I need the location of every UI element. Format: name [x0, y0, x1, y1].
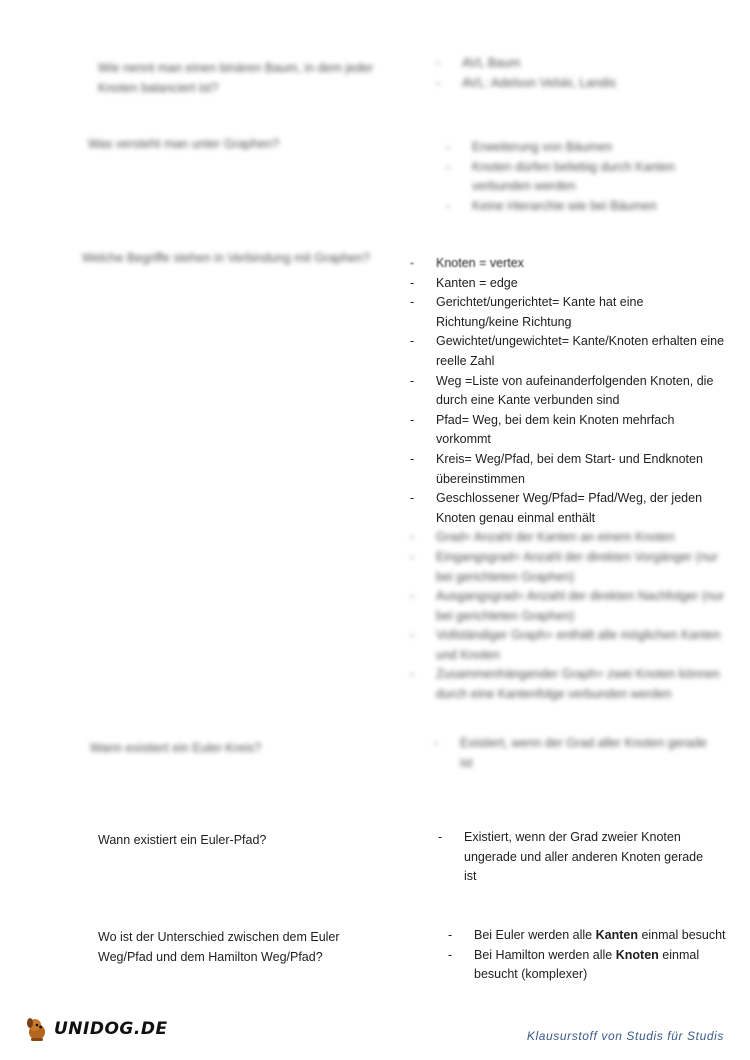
answer-item: - Gewichtet/ungewichtet= Kante/Knoten erhalten eine reelle Zahl: [410, 332, 728, 371]
answer-item: - Erweiterung von Bäumen: [446, 138, 706, 158]
question-begriffe: Welche Begriffe stehen in Verbindung mit Graphen?: [82, 251, 370, 265]
answer-bold-term: Knoten: [615, 947, 659, 962]
answer-item: - Gerichtet/ungerichtet= Kante hat eine Richtung/keine Richtung: [410, 293, 728, 332]
answer-text: Bei Hamilton werden alle: [474, 947, 616, 962]
answer-item: - Vollständiger Graph= enthält alle möglichen Kanten und Knoten: [410, 626, 728, 665]
answer-item: - Knoten dürfen beliebig durch Kanten verbunden werden: [446, 158, 706, 197]
answer-item: [448, 926, 730, 946]
answer-item: - Keine Hierarchie wie bei Bäumen: [446, 197, 706, 217]
answer-list-graphen: [446, 138, 706, 216]
answer-item: - Eingangsgrad= Anzahl der direkten Vorgänger (nur bei gerichteten Graphen): [410, 548, 728, 587]
answer-item: [448, 946, 730, 985]
answer-item: - Ausgangsgrad= Anzahl der direkten Nachfolger (nur bei gerichteten Graphen): [410, 587, 728, 626]
answer-item: - AVL: Adelson Velski, Landis: [436, 74, 726, 94]
answer-list-euler-kreis: [434, 734, 720, 773]
answer-text: einmal besucht: [637, 928, 726, 942]
answer-item: - Geschlossener Weg/Pfad= Pfad/Weg, der jeden Knoten genau einmal enthält: [410, 489, 728, 528]
answer-item: - Knoten = vertex: [410, 254, 728, 274]
answer-item: - Grad= Anzahl der Kanten an einem Knoten: [410, 528, 728, 548]
answer-list-avl: [436, 54, 726, 93]
footer-tagline: Klausurstoff von Studis für Studis: [526, 1029, 724, 1043]
unidog-logo[interactable]: [22, 1014, 168, 1044]
answer-list-begriffe: [410, 254, 728, 705]
question-avl: Wie nennt man einen binären Baum, in dem jeder Knoten balanciert ist?: [98, 61, 374, 95]
question-euler-kreis: Wann existiert ein Euler-Kreis?: [90, 741, 262, 755]
answer-item: - Weg =Liste von aufeinanderfolgenden Knoten, die durch eine Kante verbunden sind: [410, 372, 728, 411]
dog-icon: [22, 1014, 52, 1044]
answer-list-euler-pfad: [438, 828, 718, 887]
answer-list-euler-hamilton: [448, 926, 730, 985]
question-euler-pfad: Wann existiert ein Euler-Pfad?: [98, 833, 267, 847]
question-euler-hamilton: Wo ist der Unterschied zwischen dem Euler Weg/Pfad und dem Hamilton Weg/Pfad?: [98, 930, 340, 964]
logo-text: UNIDOG.DE: [54, 1019, 168, 1039]
answer-text: Bei Euler werden alle: [474, 928, 596, 942]
answer-bold-term: Kanten: [595, 928, 638, 942]
answer-item: - Existiert, wenn der Grad zweier Knoten ungerade und aller anderen Knoten gerade ist: [438, 828, 718, 887]
answer-item: - Kanten = edge: [410, 274, 728, 294]
answer-item: - Zusammenhängender Graph= zwei Knoten können durch eine Kantenfolge verbunden werden: [410, 665, 728, 704]
answer-item: - Kreis= Weg/Pfad, bei dem Start- und Endknoten übereinstimmen: [410, 450, 728, 489]
answer-text: einmal besucht (komplexer): [474, 947, 700, 982]
question-graphen: Was versteht man unter Graphen?: [88, 137, 280, 151]
answer-item: - AVL Baum: [436, 54, 726, 74]
answer-item: - Existiert, wenn der Grad aller Knoten gerade ist: [434, 734, 720, 773]
answer-item: - Pfad= Weg, bei dem kein Knoten mehrfach vorkommt: [410, 411, 728, 450]
